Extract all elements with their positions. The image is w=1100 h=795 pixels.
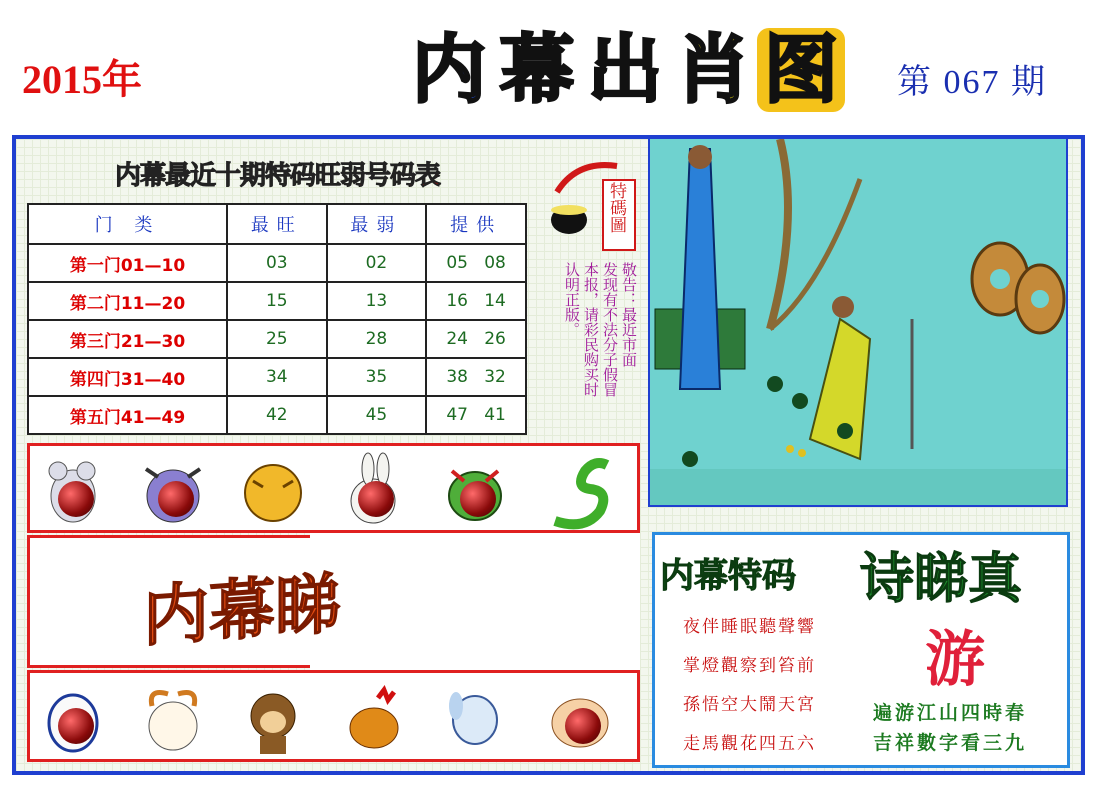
provide-1: 05: [446, 253, 468, 273]
provide-2: 32: [484, 367, 506, 387]
provide-2: 08: [484, 253, 506, 273]
group-cell: 第一门01—10: [28, 244, 227, 282]
provide-1: 24: [446, 329, 468, 349]
horse-icon: [38, 678, 108, 758]
dragon-icon: [440, 451, 510, 531]
number-table: [27, 203, 527, 435]
provide-2: 14: [484, 291, 506, 311]
table-row: [28, 358, 526, 396]
table-row: [28, 244, 526, 282]
notice-text: [546, 262, 636, 422]
poem-title-main: 诗睇真: [860, 546, 1022, 610]
poem-line: 掌燈觀察到笞前: [683, 656, 816, 676]
illustration-image: [650, 139, 1068, 507]
notice-line: 敬告：最近市面: [620, 262, 638, 367]
group-cell: 第五门41—49: [28, 396, 227, 434]
provide-cell: [426, 396, 526, 434]
middle-title: 内幕睇: [143, 564, 341, 656]
poem-line: 夜伴睡眠聽聲響: [683, 617, 816, 637]
group-cell: 第四门31—40: [28, 358, 227, 396]
title-char: 幕: [500, 27, 574, 113]
provide-2: 41: [484, 405, 506, 425]
pig-icon: [545, 678, 615, 758]
dog-icon: [440, 678, 510, 758]
poem-line: 走馬觀花四五六: [683, 734, 816, 754]
max-cell: 25: [227, 320, 327, 358]
zodiac-row-top: [27, 443, 640, 533]
poem-line: 孫悟空大鬧天宮: [683, 695, 816, 715]
tiger-icon: [238, 451, 308, 531]
table-header-row: [28, 204, 526, 244]
max-cell: 15: [227, 282, 327, 320]
notice-line: 认明正版。: [563, 262, 581, 337]
max-cell: 34: [227, 358, 327, 396]
max-cell: 42: [227, 396, 327, 434]
table-row: [28, 320, 526, 358]
col-header: 最旺: [227, 204, 327, 244]
issue-number: 第 067 期: [897, 64, 1047, 101]
table-row: [28, 282, 526, 320]
title-char: 出: [588, 27, 662, 113]
notice-line: 发现有不法分子假冒: [601, 262, 619, 397]
year-label: 2015年: [22, 57, 142, 102]
group-cell: 第二门11—20: [28, 282, 227, 320]
provide-1: 16: [446, 291, 468, 311]
min-cell: 28: [327, 320, 427, 358]
rat-icon: [38, 451, 108, 531]
group-cell: 第三门21—30: [28, 320, 227, 358]
min-cell: 35: [327, 358, 427, 396]
provide-cell: [426, 244, 526, 282]
story-illustration: [648, 137, 1068, 507]
logo-label: 特碼圖: [606, 182, 626, 233]
rooster-icon: [338, 678, 408, 758]
provide-cell: [426, 320, 526, 358]
blank-area: [310, 533, 640, 673]
rabbit-icon: [338, 451, 408, 531]
title-char: 肖: [676, 27, 750, 113]
title-char: 图: [757, 28, 845, 112]
ox-icon: [138, 451, 208, 531]
notice-line: 本报，请彩民购买时: [582, 262, 600, 397]
zodiac-row-bottom: [27, 670, 640, 762]
col-header: 门 类: [28, 204, 227, 244]
tema-logo: [547, 152, 639, 252]
poem-green-line: 遍游江山四時春: [873, 702, 1028, 724]
table-title: 内幕最近十期特码旺弱号码表: [115, 161, 441, 191]
table-row: [28, 396, 526, 434]
poem-green-line: 吉祥數字看三九: [873, 732, 1028, 754]
page-title: [405, 28, 845, 112]
col-header: 最弱: [327, 204, 427, 244]
col-header: 提供: [426, 204, 526, 244]
snake-icon: [545, 451, 615, 531]
provide-1: 47: [446, 405, 468, 425]
poem-title: 内幕特码: [660, 556, 796, 596]
provide-cell: [426, 358, 526, 396]
monkey-icon: [238, 678, 308, 758]
min-cell: 02: [327, 244, 427, 282]
provide-2: 26: [484, 329, 506, 349]
min-cell: 45: [327, 396, 427, 434]
provide-cell: [426, 282, 526, 320]
min-cell: 13: [327, 282, 427, 320]
provide-1: 38: [446, 367, 468, 387]
goat-icon: [138, 678, 208, 758]
title-char: 内: [412, 27, 486, 113]
max-cell: 03: [227, 244, 327, 282]
poem-highlight-char: 游: [925, 625, 985, 695]
